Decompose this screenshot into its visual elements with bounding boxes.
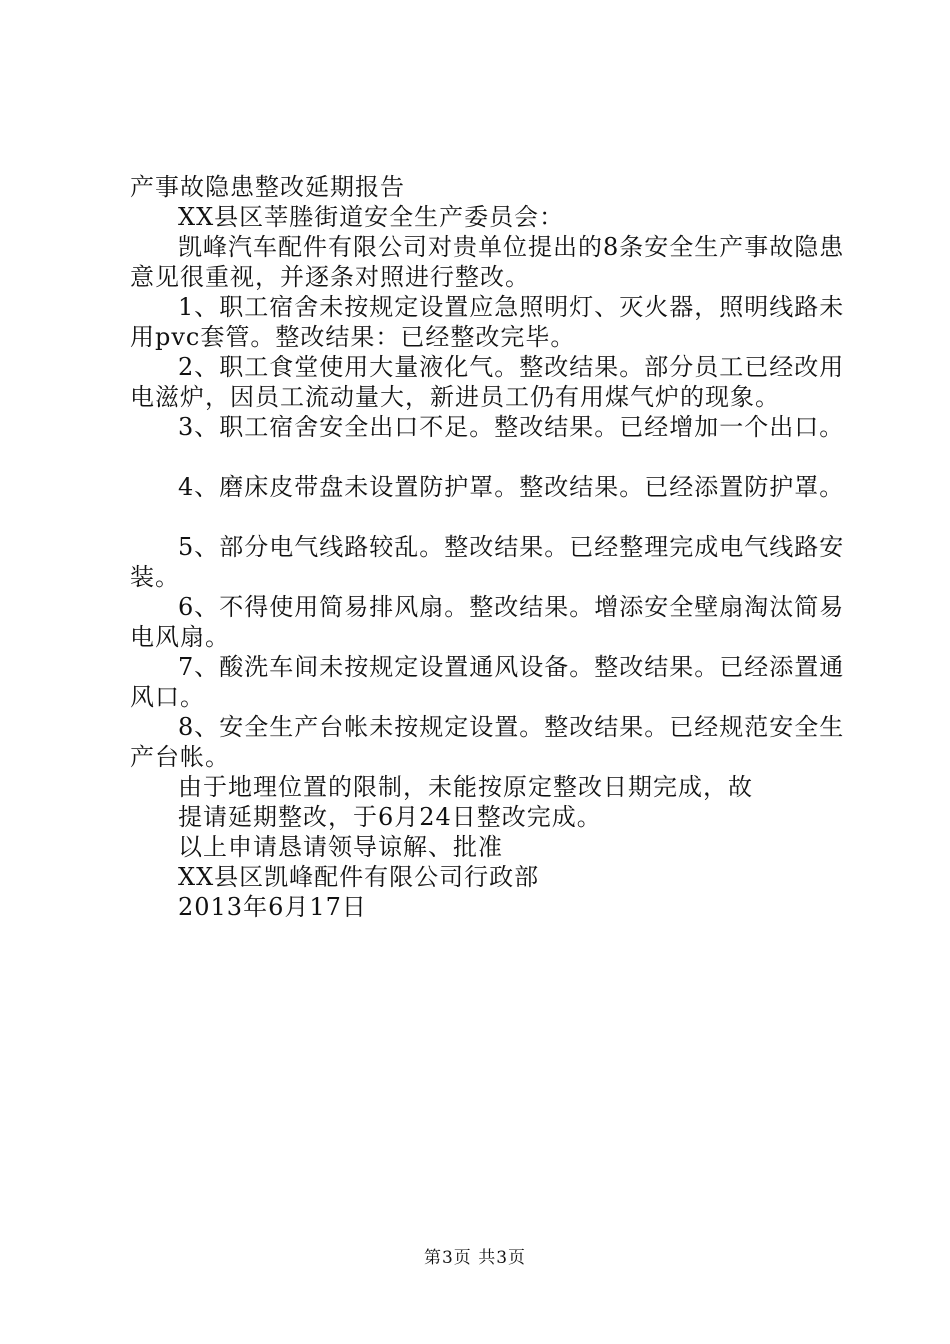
date: 2013年6月17日 — [178, 893, 367, 921]
reason-line-2: 提请延期整改，于6月24日整改完成。 — [178, 803, 602, 831]
addressee: XX县区莘塍街道安全生产委员会： — [178, 203, 565, 231]
item-2: 2、职工食堂使用大量液化气。整改结果。部分员工已经改用电滋炉，因员工流动量大，新进员工仍有用煤气炉的现象。 — [130, 353, 845, 411]
request-line: 以上申请恳请领导谅解、批准 — [178, 833, 503, 861]
item-5: 5、部分电气线路较乱。整改结果。已经整理完成电气线路安装。 — [130, 533, 845, 591]
reason-line-1: 由于地理位置的限制，未能按原定整改日期完成，故 — [178, 773, 753, 801]
item-8: 8、安全生产台帐未按规定设置。整改结果。已经规范安全生产台帐。 — [130, 713, 845, 771]
item-6: 6、不得使用简易排风扇。整改结果。增添安全壁扇淘汰简易电风扇。 — [130, 593, 845, 651]
item-4: 4、磨床皮带盘未设置防护罩。整改结果。已经添置防护罩。 — [178, 473, 845, 501]
document-body — [130, 172, 850, 922]
item-1: 1、职工宿舍未按规定设置应急照明灯、灭火器，照明线路未用pvc套管。整改结果：已经整改完毕。 — [130, 293, 845, 351]
item-3: 3、职工宿舍安全出口不足。整改结果。已经增加一个出口。 — [178, 413, 845, 441]
page-footer: 第3页 共3页 — [423, 1248, 527, 1268]
intro-paragraph: 凯峰汽车配件有限公司对贵单位提出的8条安全生产事故隐患意见很重视，并逐条对照进行整改。 — [130, 233, 845, 291]
signature: XX县区凯峰配件有限公司行政部 — [178, 863, 540, 891]
document-title: 产事故隐患整改延期报告 — [130, 173, 405, 201]
item-7: 7、酸洗车间未按规定设置通风设备。整改结果。已经添置通风口。 — [130, 653, 845, 711]
